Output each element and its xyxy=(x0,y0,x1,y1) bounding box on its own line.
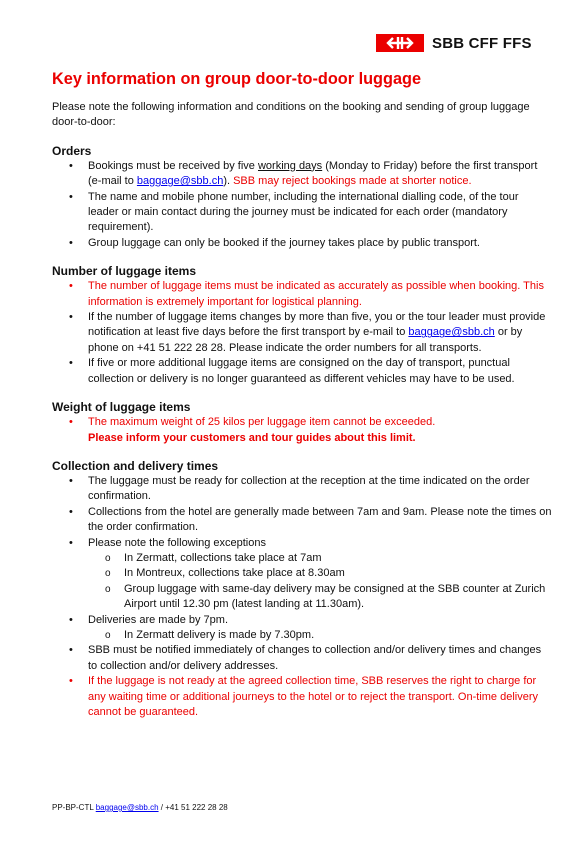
warning-text: SBB may reject bookings made at shorter notice. xyxy=(233,175,472,188)
list-item xyxy=(52,159,552,190)
orders-section xyxy=(52,143,552,251)
weight-list xyxy=(52,415,552,446)
email-link[interactable]: baggage@sbb.ch xyxy=(408,326,495,339)
text: (Monday to Friday) before the first transport (e-mail to xyxy=(88,159,538,188)
footer-code: PP-BP-CTL xyxy=(52,803,96,812)
times-list xyxy=(52,474,552,721)
list-item: • Collections from the hotel are generally made between 7am and 9am. Please note the times on the order confirmation. xyxy=(52,505,552,536)
sbb-logo xyxy=(376,33,532,53)
text-underlined: working days xyxy=(257,159,323,172)
logo-text: SBB CFF FFS xyxy=(432,34,532,52)
page-title: Key information on group door-to-door luggage xyxy=(52,70,421,88)
list-item: • The name and mobile phone number, including the international dialling code, of the tour leader or main contact during the journey must be indicated for each order (mandatory requirement). xyxy=(52,190,552,236)
list-item: • If the luggage is not ready at the agreed collection time, SBB reserves the right to charge for any waiting time or additional journeys to the hotel or to reject the transport. On-time delivery cannot be guaranteed. xyxy=(52,674,552,720)
orders-list xyxy=(52,159,552,251)
text: ). xyxy=(223,175,234,188)
items-heading: Number of luggage items xyxy=(52,264,197,279)
text: Bookings must be received by five xyxy=(88,159,258,172)
sub-list-item: o In Montreux, collections take place at 8.30am xyxy=(52,566,552,581)
orders-heading: Orders xyxy=(52,143,92,158)
list-item: • Group luggage can only be booked if the journey takes place by public transport. xyxy=(52,236,552,251)
footer-phone: / +41 51 222 28 28 xyxy=(158,803,228,812)
list-item: • The number of luggage items must be indicated as accurately as possible when booking. This information is extremely important for logistical planning. xyxy=(52,279,552,310)
sub-list-item: o Group luggage with same-day delivery may be consigned at the SBB counter at Zurich Airport until 12.30 pm (latest landing at 11.30am). xyxy=(52,582,552,613)
times-section xyxy=(52,458,552,721)
list-item: • Please note the following exceptions xyxy=(52,536,552,551)
list-item: • The luggage must be ready for collection at the reception at the time indicated on the order confirmation. xyxy=(52,474,552,505)
sub-list-item: o In Zermatt delivery is made by 7.30pm. xyxy=(52,628,552,643)
list-item xyxy=(52,310,552,356)
list-item: • Deliveries are made by 7pm. xyxy=(52,613,552,628)
warning-text-bold: Please inform your customers and tour guides about this limit. xyxy=(88,431,416,444)
weight-heading: Weight of luggage items xyxy=(52,400,191,415)
document-body xyxy=(52,68,552,720)
email-link[interactable]: baggage@sbb.ch xyxy=(136,175,224,188)
footer-email-link[interactable]: baggage@sbb.ch xyxy=(95,803,159,812)
items-list xyxy=(52,279,552,387)
items-section xyxy=(52,263,552,387)
list-item: • SBB must be notified immediately of changes to collection and/or delivery times and changes to collection and/or delivery addresses. xyxy=(52,643,552,674)
footer xyxy=(52,803,228,813)
list-item xyxy=(52,415,552,446)
intro-text: Please note the following information and conditions on the booking and sending of group luggage door-to-door: xyxy=(52,101,530,129)
sub-list-item: o In Zermatt, collections take place at 7am xyxy=(52,551,552,566)
text: If the number of luggage items changes by more than five, you or the tour leader must provide notification at least five days before the first transport by e-mail to xyxy=(88,311,546,339)
weight-section xyxy=(52,399,552,446)
times-heading: Collection and delivery times xyxy=(52,458,219,473)
text: or by phone on +41 51 222 28 28. Please indicate the order numbers for all transports. xyxy=(88,326,523,354)
warning-text: The maximum weight of 25 kilos per luggage item cannot be exceeded. xyxy=(88,416,436,429)
list-item: • If five or more additional luggage items are consigned on the day of transport, punctual collection or delivery is no longer guaranteed as different vehicles may have to be used. xyxy=(52,356,552,387)
sbb-arrows-icon xyxy=(376,34,424,52)
